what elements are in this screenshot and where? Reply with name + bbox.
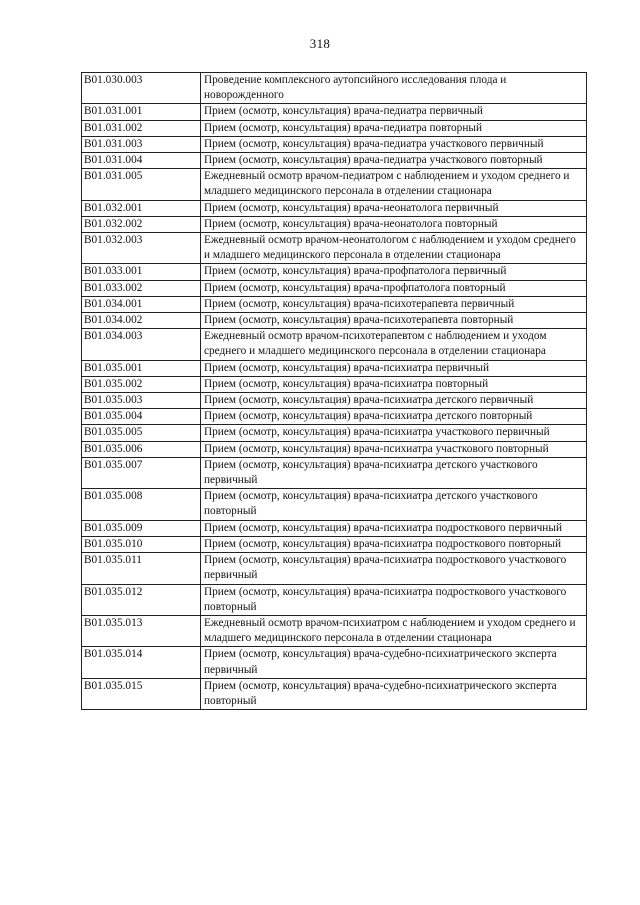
service-code-cell: B01.035.001 — [82, 360, 201, 376]
service-code-cell: B01.035.005 — [82, 425, 201, 441]
service-name-cell: Прием (осмотр, консультация) врача-психиатра подросткового участкового первичный — [201, 553, 587, 584]
table-row — [82, 169, 587, 200]
service-name-cell: Прием (осмотр, консультация) врача-педиатра первичный — [201, 104, 587, 120]
service-code-cell: B01.031.002 — [82, 120, 201, 136]
service-name-cell: Прием (осмотр, консультация) врача-неонатолога повторный — [201, 216, 587, 232]
table-row — [82, 647, 587, 678]
table-row — [82, 216, 587, 232]
service-code-cell: B01.035.003 — [82, 393, 201, 409]
service-code-cell: B01.033.001 — [82, 264, 201, 280]
service-code-cell: B01.034.002 — [82, 313, 201, 329]
table-row — [82, 104, 587, 120]
service-code-cell: B01.032.002 — [82, 216, 201, 232]
service-name-cell: Прием (осмотр, консультация) врача-психиатра подросткового участкового повторный — [201, 584, 587, 615]
service-code-cell: B01.032.003 — [82, 233, 201, 264]
service-code-cell: B01.031.005 — [82, 169, 201, 200]
services-table — [81, 72, 587, 710]
service-code-cell: B01.034.001 — [82, 296, 201, 312]
service-name-cell: Прием (осмотр, консультация) врача-судебно-психиатрического эксперта повторный — [201, 678, 587, 709]
service-name-cell: Прием (осмотр, консультация) врача-психиатра участкового первичный — [201, 425, 587, 441]
service-name-cell: Ежедневный осмотр врачом-неонатологом с наблюдением и уходом среднего и младшего медицинского персонала в отделении стационара — [201, 233, 587, 264]
service-code-cell: B01.032.001 — [82, 200, 201, 216]
service-name-cell: Ежедневный осмотр врачом-педиатром с наблюдением и уходом среднего и младшего медицинского персонала в отделении стационара — [201, 169, 587, 200]
service-name-cell: Прием (осмотр, консультация) врача-психиатра первичный — [201, 360, 587, 376]
service-name-cell: Прием (осмотр, консультация) врача-педиатра участкового повторный — [201, 153, 587, 169]
service-name-cell: Прием (осмотр, консультация) врача-педиатра участкового первичный — [201, 136, 587, 152]
table-row — [82, 136, 587, 152]
service-name-cell: Проведение комплексного аутопсийного исследования плода и новорожденного — [201, 73, 587, 104]
table-row — [82, 296, 587, 312]
table-row — [82, 233, 587, 264]
service-code-cell: B01.035.009 — [82, 520, 201, 536]
service-name-cell: Ежедневный осмотр врачом-психотерапевтом с наблюдением и уходом среднего и младшего медицинского персонала в отделении стационара — [201, 329, 587, 360]
table-row — [82, 553, 587, 584]
service-code-cell: B01.035.013 — [82, 615, 201, 646]
service-name-cell: Прием (осмотр, консультация) врача-психиатра детского участкового первичный — [201, 457, 587, 488]
service-code-cell: B01.031.004 — [82, 153, 201, 169]
service-name-cell: Прием (осмотр, консультация) врача-профпатолога повторный — [201, 280, 587, 296]
table-row — [82, 615, 587, 646]
service-code-cell: B01.035.007 — [82, 457, 201, 488]
service-code-cell: B01.035.010 — [82, 536, 201, 552]
table-row — [82, 329, 587, 360]
service-code-cell: B01.035.012 — [82, 584, 201, 615]
service-code-cell: B01.035.014 — [82, 647, 201, 678]
service-name-cell: Прием (осмотр, консультация) врача-психиатра повторный — [201, 376, 587, 392]
table-row — [82, 153, 587, 169]
service-code-cell: B01.035.008 — [82, 489, 201, 520]
service-code-cell: B01.035.002 — [82, 376, 201, 392]
page-number: 318 — [309, 36, 331, 51]
table-row — [82, 584, 587, 615]
table-row — [82, 441, 587, 457]
service-name-cell: Ежедневный осмотр врачом-психиатром с наблюдением и уходом среднего и младшего медицинского персонала в отделении стационара — [201, 615, 587, 646]
service-name-cell: Прием (осмотр, консультация) врача-психиатра детского первичный — [201, 393, 587, 409]
table-row — [82, 120, 587, 136]
service-name-cell: Прием (осмотр, консультация) врача-психиатра подросткового первичный — [201, 520, 587, 536]
service-name-cell: Прием (осмотр, консультация) врача-профпатолога первичный — [201, 264, 587, 280]
services-table-body — [82, 73, 587, 710]
table-row — [82, 678, 587, 709]
service-code-cell: B01.031.003 — [82, 136, 201, 152]
table-row — [82, 457, 587, 488]
table-row — [82, 393, 587, 409]
service-name-cell: Прием (осмотр, консультация) врача-психиатра подросткового повторный — [201, 536, 587, 552]
service-code-cell: B01.031.001 — [82, 104, 201, 120]
service-code-cell: B01.035.015 — [82, 678, 201, 709]
table-row — [82, 489, 587, 520]
service-code-cell: B01.034.003 — [82, 329, 201, 360]
service-name-cell: Прием (осмотр, консультация) врача-психиатра участкового повторный — [201, 441, 587, 457]
table-row — [82, 313, 587, 329]
service-name-cell: Прием (осмотр, консультация) врача-психотерапевта повторный — [201, 313, 587, 329]
table-row — [82, 425, 587, 441]
table-row — [82, 280, 587, 296]
table-row — [82, 520, 587, 536]
service-name-cell: Прием (осмотр, консультация) врача-неонатолога первичный — [201, 200, 587, 216]
table-row — [82, 264, 587, 280]
service-name-cell: Прием (осмотр, консультация) врача-психиатра детского повторный — [201, 409, 587, 425]
service-name-cell: Прием (осмотр, консультация) врача-судебно-психиатрического эксперта первичный — [201, 647, 587, 678]
service-name-cell: Прием (осмотр, консультация) врача-педиатра повторный — [201, 120, 587, 136]
service-code-cell: B01.035.006 — [82, 441, 201, 457]
service-code-cell: B01.035.004 — [82, 409, 201, 425]
table-row — [82, 360, 587, 376]
service-code-cell: B01.030.003 — [82, 73, 201, 104]
table-row — [82, 376, 587, 392]
table-row — [82, 200, 587, 216]
service-code-cell: B01.033.002 — [82, 280, 201, 296]
table-row — [82, 73, 587, 104]
service-name-cell: Прием (осмотр, консультация) врача-психотерапевта первичный — [201, 296, 587, 312]
table-row — [82, 536, 587, 552]
table-row — [82, 409, 587, 425]
service-name-cell: Прием (осмотр, консультация) врача-психиатра детского участкового повторный — [201, 489, 587, 520]
service-code-cell: B01.035.011 — [82, 553, 201, 584]
